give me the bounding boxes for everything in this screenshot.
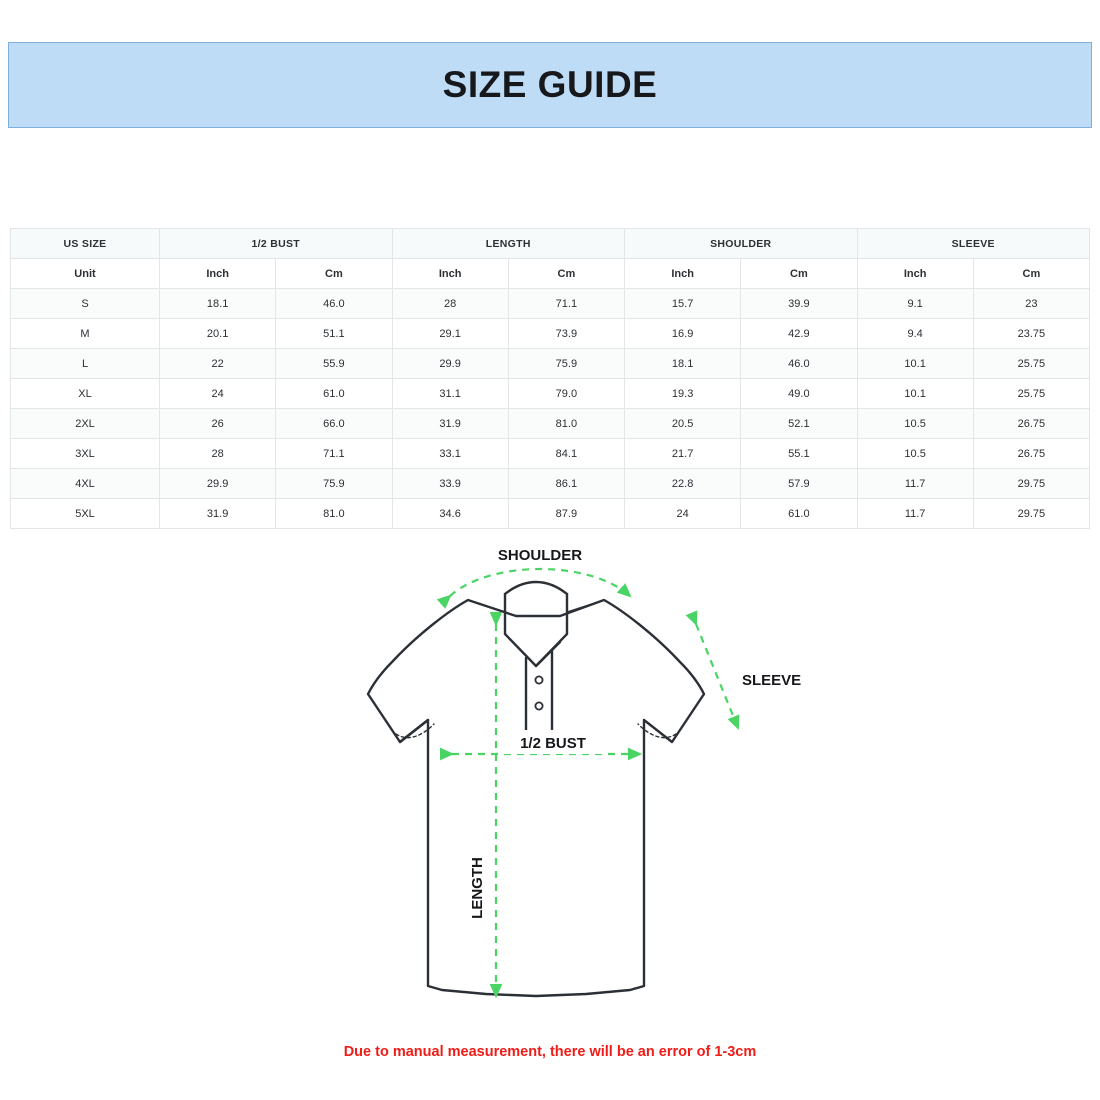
table-row bbox=[11, 289, 1090, 319]
cell-shoulder-inch: 18.1 bbox=[625, 349, 741, 379]
cell-shoulder-cm: 57.9 bbox=[741, 469, 857, 499]
cell-shoulder-inch: 15.7 bbox=[625, 289, 741, 319]
cell-bust-cm: 66.0 bbox=[276, 409, 392, 439]
cell-sleeve-inch: 9.1 bbox=[857, 289, 973, 319]
cell-bust-inch: 31.9 bbox=[160, 499, 276, 529]
cell-sleeve-inch: 9.4 bbox=[857, 319, 973, 349]
cell-sleeve-cm: 23.75 bbox=[973, 319, 1089, 349]
group-header-length: LENGTH bbox=[392, 229, 625, 259]
cell-length-inch: 33.9 bbox=[392, 469, 508, 499]
cell-size: 4XL bbox=[11, 469, 160, 499]
cell-bust-cm: 71.1 bbox=[276, 439, 392, 469]
cell-length-cm: 84.1 bbox=[508, 439, 624, 469]
group-header-bust: 1/2 BUST bbox=[160, 229, 393, 259]
cell-sleeve-inch: 10.5 bbox=[857, 409, 973, 439]
cell-bust-cm: 55.9 bbox=[276, 349, 392, 379]
cell-bust-inch: 26 bbox=[160, 409, 276, 439]
cell-bust-cm: 51.1 bbox=[276, 319, 392, 349]
size-guide-banner bbox=[8, 42, 1092, 128]
cell-bust-inch: 29.9 bbox=[160, 469, 276, 499]
cell-length-cm: 71.1 bbox=[508, 289, 624, 319]
cell-length-inch: 33.1 bbox=[392, 439, 508, 469]
cell-sleeve-cm: 26.75 bbox=[973, 409, 1089, 439]
cell-size: S bbox=[11, 289, 160, 319]
unit-header-length-inch: Inch bbox=[392, 259, 508, 289]
cell-sleeve-cm: 25.75 bbox=[973, 379, 1089, 409]
unit-header-shoulder-inch: Inch bbox=[625, 259, 741, 289]
polo-shirt-illustration bbox=[368, 582, 704, 996]
bust-label: 1/2 BUST bbox=[520, 735, 586, 752]
unit-header-bust-inch: Inch bbox=[160, 259, 276, 289]
table-body bbox=[11, 289, 1090, 529]
cell-shoulder-cm: 39.9 bbox=[741, 289, 857, 319]
cell-length-cm: 86.1 bbox=[508, 469, 624, 499]
cell-sleeve-inch: 10.1 bbox=[857, 349, 973, 379]
cell-shoulder-inch: 19.3 bbox=[625, 379, 741, 409]
cell-sleeve-cm: 29.75 bbox=[973, 469, 1089, 499]
cell-bust-cm: 75.9 bbox=[276, 469, 392, 499]
cell-length-cm: 73.9 bbox=[508, 319, 624, 349]
cell-length-inch: 29.1 bbox=[392, 319, 508, 349]
cell-shoulder-inch: 24 bbox=[625, 499, 741, 529]
size-table-container bbox=[10, 228, 1090, 529]
cell-shoulder-cm: 42.9 bbox=[741, 319, 857, 349]
group-header-us-size: US SIZE bbox=[11, 229, 160, 259]
cell-shoulder-cm: 49.0 bbox=[741, 379, 857, 409]
table-row bbox=[11, 349, 1090, 379]
cell-length-inch: 29.9 bbox=[392, 349, 508, 379]
cell-length-cm: 81.0 bbox=[508, 409, 624, 439]
unit-header-unit: Unit bbox=[11, 259, 160, 289]
table-unit-header-row bbox=[11, 259, 1090, 289]
cell-length-inch: 31.1 bbox=[392, 379, 508, 409]
cell-sleeve-cm: 23 bbox=[973, 289, 1089, 319]
cell-sleeve-cm: 29.75 bbox=[973, 499, 1089, 529]
group-header-shoulder: SHOULDER bbox=[625, 229, 858, 259]
unit-header-sleeve-cm: Cm bbox=[973, 259, 1089, 289]
cell-sleeve-inch: 11.7 bbox=[857, 469, 973, 499]
cell-shoulder-cm: 61.0 bbox=[741, 499, 857, 529]
cell-length-cm: 79.0 bbox=[508, 379, 624, 409]
cell-size: XL bbox=[11, 379, 160, 409]
table-row bbox=[11, 379, 1090, 409]
cell-length-cm: 75.9 bbox=[508, 349, 624, 379]
cell-bust-inch: 18.1 bbox=[160, 289, 276, 319]
table-head bbox=[11, 229, 1090, 289]
cell-length-inch: 34.6 bbox=[392, 499, 508, 529]
cell-shoulder-inch: 20.5 bbox=[625, 409, 741, 439]
table-row bbox=[11, 499, 1090, 529]
sleeve-label: SLEEVE bbox=[742, 672, 802, 689]
cell-shoulder-inch: 22.8 bbox=[625, 469, 741, 499]
cell-bust-cm: 81.0 bbox=[276, 499, 392, 529]
length-label: LENGTH bbox=[469, 857, 486, 919]
unit-header-shoulder-cm: Cm bbox=[741, 259, 857, 289]
cell-shoulder-inch: 21.7 bbox=[625, 439, 741, 469]
measurement-disclaimer: Due to manual measurement, there will be an error of 1-3cm bbox=[343, 1044, 757, 1060]
page-title: SIZE GUIDE bbox=[442, 64, 658, 105]
measurement-diagram bbox=[300, 538, 820, 1018]
cell-bust-inch: 20.1 bbox=[160, 319, 276, 349]
cell-bust-inch: 24 bbox=[160, 379, 276, 409]
table-row bbox=[11, 319, 1090, 349]
cell-size: M bbox=[11, 319, 160, 349]
cell-sleeve-inch: 11.7 bbox=[857, 499, 973, 529]
size-table bbox=[10, 228, 1090, 529]
cell-length-cm: 87.9 bbox=[508, 499, 624, 529]
cell-size: 3XL bbox=[11, 439, 160, 469]
cell-sleeve-cm: 26.75 bbox=[973, 439, 1089, 469]
cell-bust-inch: 22 bbox=[160, 349, 276, 379]
cell-bust-inch: 28 bbox=[160, 439, 276, 469]
table-row bbox=[11, 469, 1090, 499]
unit-header-bust-cm: Cm bbox=[276, 259, 392, 289]
cell-length-inch: 31.9 bbox=[392, 409, 508, 439]
cell-size: 5XL bbox=[11, 499, 160, 529]
sleeve-measure-arrow bbox=[696, 624, 738, 728]
cell-sleeve-cm: 25.75 bbox=[973, 349, 1089, 379]
cell-length-inch: 28 bbox=[392, 289, 508, 319]
group-header-sleeve: SLEEVE bbox=[857, 229, 1090, 259]
cell-shoulder-cm: 46.0 bbox=[741, 349, 857, 379]
cell-bust-cm: 61.0 bbox=[276, 379, 392, 409]
cell-size: 2XL bbox=[11, 409, 160, 439]
table-group-header-row bbox=[11, 229, 1090, 259]
shoulder-label: SHOULDER bbox=[497, 547, 583, 564]
unit-header-sleeve-inch: Inch bbox=[857, 259, 973, 289]
cell-size: L bbox=[11, 349, 160, 379]
cell-bust-cm: 46.0 bbox=[276, 289, 392, 319]
unit-header-length-cm: Cm bbox=[508, 259, 624, 289]
cell-sleeve-inch: 10.5 bbox=[857, 439, 973, 469]
table-row bbox=[11, 409, 1090, 439]
cell-shoulder-cm: 52.1 bbox=[741, 409, 857, 439]
cell-shoulder-inch: 16.9 bbox=[625, 319, 741, 349]
cell-sleeve-inch: 10.1 bbox=[857, 379, 973, 409]
table-row bbox=[11, 439, 1090, 469]
cell-shoulder-cm: 55.1 bbox=[741, 439, 857, 469]
